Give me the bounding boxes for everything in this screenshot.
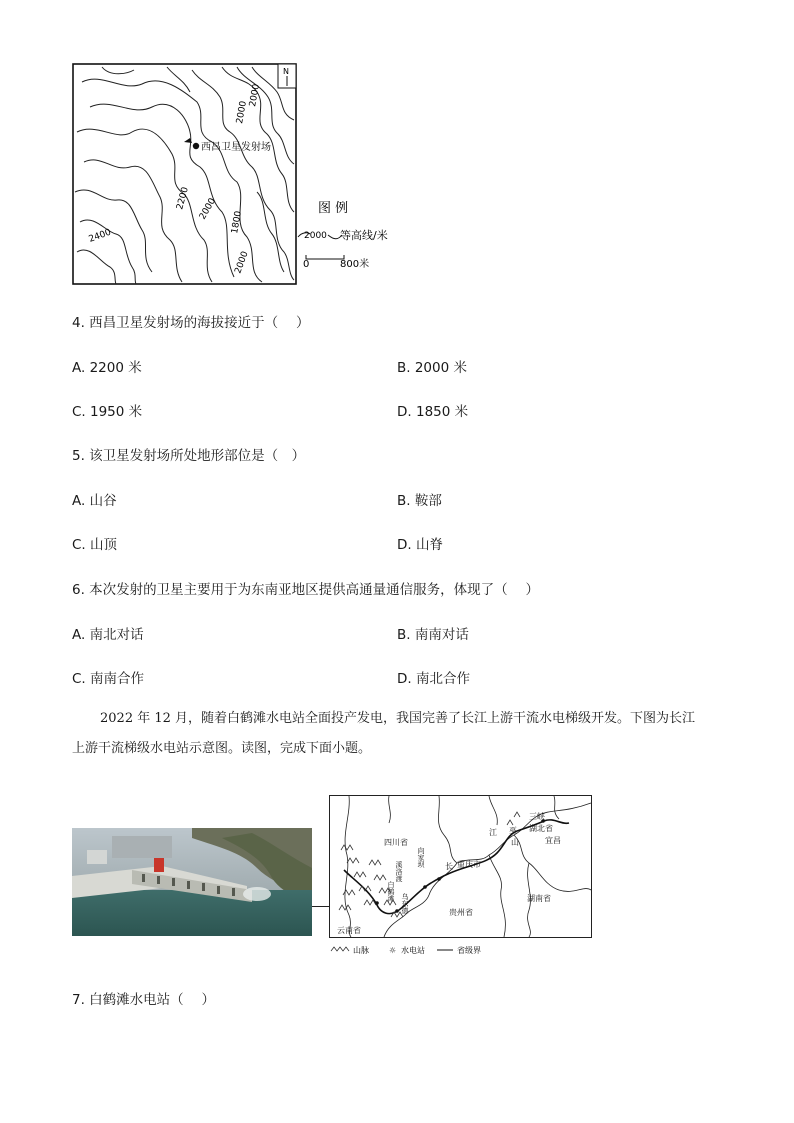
legend-mountain-icon	[331, 947, 349, 951]
label-xiluodu: 溪洛渡	[395, 861, 403, 882]
legend-border: 省级界	[457, 946, 481, 955]
contour-label: 2200	[175, 186, 191, 211]
label-hunan: 湖南省	[527, 894, 551, 903]
question-5-option-c[interactable]: C. 山顶	[72, 537, 118, 553]
question-6-option-d[interactable]: D. 南北合作	[397, 671, 470, 687]
label-chongqing: 重庆市	[457, 860, 481, 869]
label-wu: 巫	[509, 826, 517, 835]
label-yunnan: 云南省	[337, 926, 361, 935]
north-label: N	[283, 67, 289, 76]
question-4-option-b[interactable]: B. 2000 米	[397, 360, 467, 376]
label-jiang: 江	[489, 828, 497, 837]
scale-bar	[306, 255, 344, 259]
question-5-stem: 5. 该卫星发射场所处地形部位是（ ）	[72, 448, 306, 464]
station-dot	[193, 143, 199, 149]
legend-contour-value: 2000	[304, 231, 327, 241]
question-6-stem: 6. 本次发射的卫星主要用于为东南亚地区提供高通量通信服务，体现了（ ）	[72, 582, 539, 598]
label-xiangjiaba: 向家坝	[417, 847, 425, 868]
label-yichang: 宜昌	[545, 836, 561, 845]
dam-photo	[72, 828, 312, 936]
dam-photo-svg	[72, 828, 312, 936]
question-4-stem: 4. 西昌卫星发射场的海拔接近于（ ）	[72, 315, 310, 331]
question-6-option-b[interactable]: B. 南南对话	[397, 627, 469, 643]
scale-zero: 0	[303, 259, 310, 270]
legend-title: 图 例	[318, 201, 349, 216]
label-guizhou: 贵州省	[449, 908, 473, 917]
label-wudongde: 乌东德	[401, 893, 409, 914]
legend-contour-text: 等高线/米	[340, 229, 388, 242]
legend-station-icon: ☼	[389, 946, 397, 955]
label-baihetan: 白鹤滩	[387, 881, 395, 902]
label-shan: 山	[511, 838, 519, 847]
question-6-option-c[interactable]: C. 南南合作	[72, 671, 145, 687]
contour-label: 2000	[197, 196, 219, 222]
river-map-figure	[329, 795, 593, 957]
label-chang: 长	[445, 862, 453, 871]
contour-label: 2000	[235, 100, 249, 125]
topo-map-svg	[72, 62, 402, 287]
question-5-option-d[interactable]: D. 山脊	[397, 537, 443, 553]
topo-map-figure	[72, 62, 402, 287]
label-sanxia: 三峡	[529, 812, 545, 821]
legend-mountain: 山脉	[353, 946, 369, 955]
contour-label: 2000	[233, 250, 251, 276]
label-hubei: 湖北省	[529, 824, 553, 833]
question-4-option-d[interactable]: D. 1850 米	[397, 404, 469, 420]
legend-station: 水电站	[401, 946, 425, 955]
contour-label: 1800	[230, 210, 244, 235]
contour-label: 2400	[87, 227, 113, 245]
question-4-option-c[interactable]: C. 1950 米	[72, 404, 143, 420]
question-6-option-a[interactable]: A. 南北对话	[72, 627, 144, 643]
question-5-option-b[interactable]: B. 鞍部	[397, 493, 442, 509]
question-5-option-a[interactable]: A. 山谷	[72, 493, 117, 509]
contour-label: 2000	[248, 83, 262, 108]
question-7-stem: 7. 白鹤滩水电站（ ）	[72, 992, 215, 1008]
map-frame	[73, 64, 296, 284]
passage-line-2: 上游干流梯级水电站示意图。读图，完成下面小题。	[72, 741, 372, 756]
river-map-svg	[329, 795, 593, 957]
question-4-option-a[interactable]: A. 2200 米	[72, 360, 142, 376]
label-sichuan: 四川省	[384, 838, 408, 847]
scale-value: 800米	[340, 259, 370, 270]
passage-line-1: 2022 年 12 月，随着白鹤滩水电站全面投产发电，我国完善了长江上游干流水电梯级开发。下图为长江	[100, 711, 696, 726]
passage	[72, 704, 732, 764]
station-label: 西昌卫星发射场	[201, 142, 271, 153]
